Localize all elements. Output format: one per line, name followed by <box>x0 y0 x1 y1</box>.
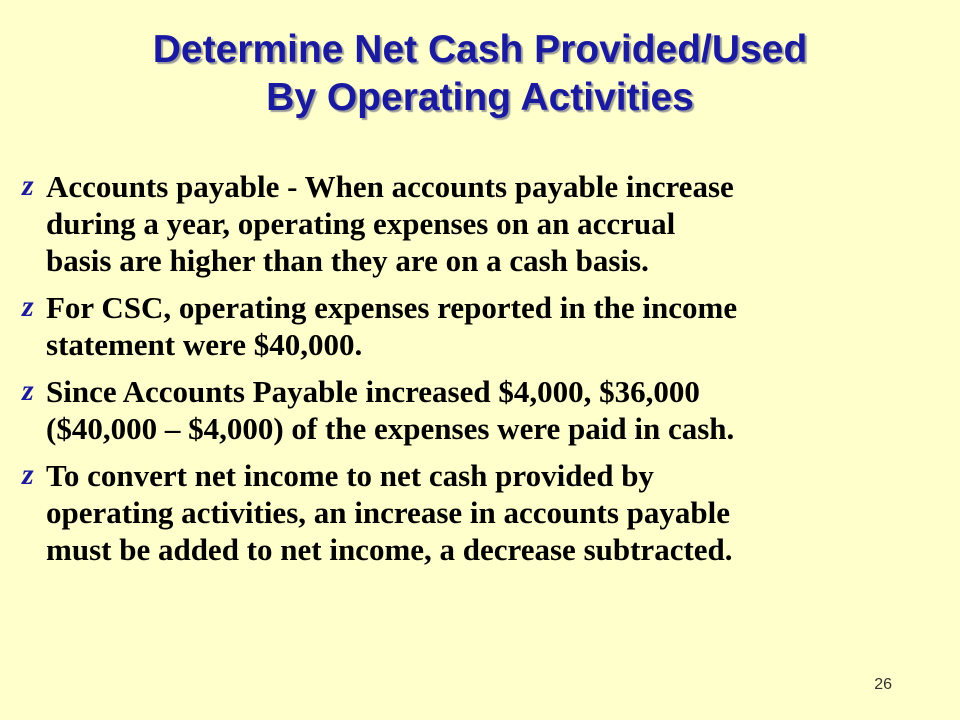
bullet-line: during a year, operating expenses on an accrual <box>46 206 676 241</box>
bullet-item <box>22 373 947 447</box>
bullet-text <box>46 168 947 279</box>
bullet-text <box>46 373 947 447</box>
bullet-list <box>22 168 947 578</box>
bullet-line: Accounts payable - When accounts payable increase <box>46 169 734 204</box>
title-line-1: Determine Net Cash Provided/Used <box>152 28 808 71</box>
slide-title <box>0 26 960 122</box>
bullet-line: operating activities, an increase in accounts payable <box>46 495 730 530</box>
bullet-item <box>22 289 947 363</box>
bullet-line: statement were $40,000. <box>46 327 363 362</box>
bullet-text <box>46 289 947 363</box>
bullet-marker-icon: z <box>22 458 34 491</box>
bullet-line: must be added to net income, a decrease subtracted. <box>46 532 733 567</box>
bullet-item <box>22 457 947 568</box>
bullet-marker-icon: z <box>22 290 34 323</box>
bullet-line: basis are higher than they are on a cash basis. <box>46 243 649 278</box>
bullet-marker-icon: z <box>22 169 34 202</box>
bullet-marker-icon: z <box>22 374 34 407</box>
title-line-2: By Operating Activities <box>266 76 694 119</box>
bullet-line: For CSC, operating expenses reported in the income <box>46 290 738 325</box>
bullet-item <box>22 168 947 279</box>
bullet-text <box>46 457 947 568</box>
bullet-line: Since Accounts Payable increased $4,000, $36,000 <box>46 374 700 409</box>
bullet-line: To convert net income to net cash provided by <box>46 458 654 493</box>
page-number: 26 <box>874 676 892 693</box>
bullet-line: ($40,000 – $4,000) of the expenses were paid in cash. <box>46 411 735 446</box>
